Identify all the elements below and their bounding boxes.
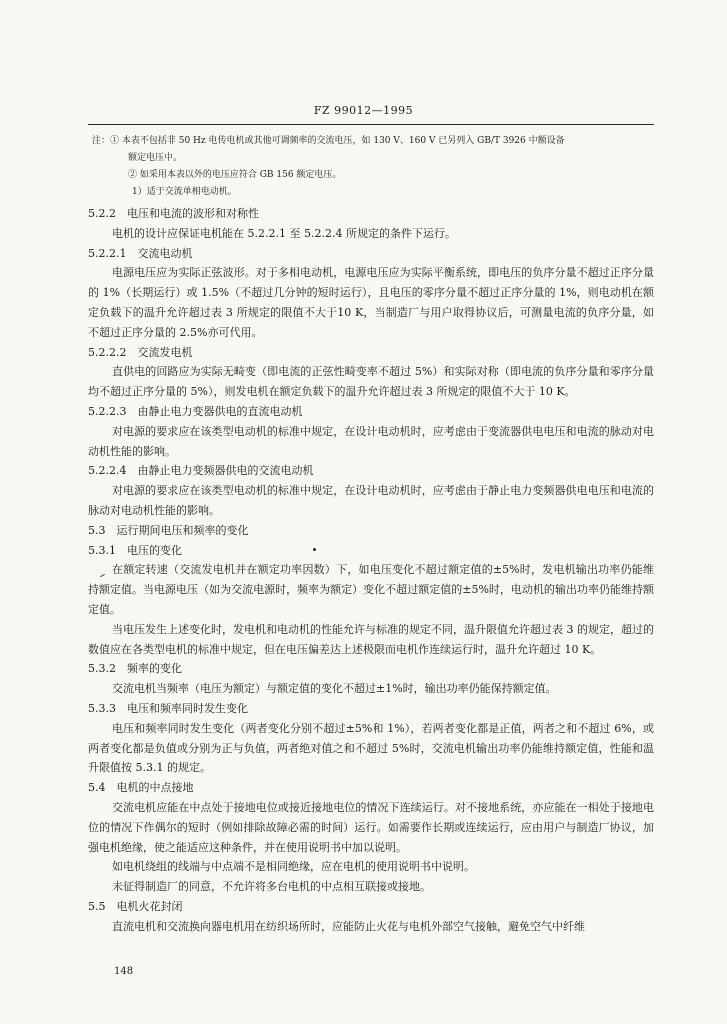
section-heading: 5.2.2.4 由静止电力变频器供电的交流电动机	[88, 464, 314, 478]
paragraph: 对电源的要求应在该类型电动机的标准中规定，在设计电动机时，应考虑由于变流器供电电压和电流的脉动对电动机性能的影响。	[88, 424, 654, 458]
note-1-continued: 额定电压中。	[128, 153, 183, 163]
paragraph: 交流电机应能在中点处于接地电位或接近接地电位的情况下连续运行。对不接地系统，亦应能在一相处于接地电位的情况下作偶尔的短时（例如排除故障必需的时间）运行。如需要作长期或连续运行，应由用户与制造厂协议，加强电机绝缘，使之能适应这种条件，并在使用说明书中加以说明。	[88, 800, 654, 854]
section-heading: 5.2.2 电压和电流的波形和对称性	[88, 207, 259, 220]
paragraph: 当电压发生上述变化时，发电机和电动机的性能允许与标准的规定不同，温升限值允许超过表 3 的规定，超过的数值应在各类型电机的标准中规定，但在电压偏差达上述极限而电机作连续运行时，温升允许超过 10 K。	[88, 622, 654, 656]
section-heading: 5.3.2 频率的变化	[88, 662, 182, 676]
note-footnote: 1）适于交流单相电动机。	[132, 187, 237, 197]
section-heading: 5.2.2.2 交流发电机	[88, 345, 193, 359]
paragraph: 对电源的要求应在该类型电动机的标准中规定，在设计电动机时，应考虑由于静止电力变频器供电电压和电流的脉动对电动机性能的影响。	[88, 484, 654, 517]
paragraph: 未征得制造厂的同意，不允许将多台电机的中点相互联接或接地。	[112, 880, 431, 894]
scan-speck	[313, 548, 316, 551]
document-body	[88, 204, 654, 936]
table-notes	[92, 133, 652, 201]
paragraph: 直流电机和交流换向器电机用在纺织场所时，应能防止火花与电机外部空气接触，避免空气中纤维	[112, 919, 585, 933]
paragraph: 在额定转速（交流发电机并在额定功率因数）下，如电压变化不超过额定值的±5%时，发电机输出功率仍能维持额定值。当电源电压（如为交流电源时，频率为额定）变化不超过额定值的±5%时，电动机的输出功率仍能维持额定值。	[88, 563, 654, 616]
paragraph: 交流电机当频率（电压为额定）与额定值的变化不超过±1%时，输出功率仍能保持额定值。	[112, 682, 557, 696]
paragraph: 直供电的回路应为实际无畸变（即电流的正弦性畸变率不超过 5%）和实际对称（即电流的负序分量和零序分量均不超过正序分量的 5%），则发电机在额定负载下的温升允许超过表 3 所规定的限值不大于 10 K。	[88, 365, 654, 399]
section-heading: 5.5 电机火花封闭	[88, 899, 183, 913]
page-number: 148	[114, 966, 134, 977]
note-2: ② 如采用本表以外的电压应符合 GB 156 额定电压。	[128, 170, 342, 180]
section-heading: 5.4 电机的中点接地	[88, 781, 194, 795]
section-heading: 5.2.2.3 由静止电力变器供电的直流电动机	[88, 404, 303, 418]
section-heading: 5.3 运行期间电压和频率的变化	[88, 523, 249, 537]
paragraph: 电源电压应为实际正弦波形。对于多相电动机，电源电压应为实际平衡系统，即电压的负序分量不超过正序分量的 1%（长期运行）或 1.5%（不超过几分钟的短时运行），且电压的零序分量不超过正序分量的 1%，则电动机在额定负载下的温升允许超过表 3 所规定的限值不大于10 K，当制造厂与用户取得协议后，可测量电流的负序分量，如不超过正序分量的 2.5%亦可代用。	[88, 266, 654, 339]
section-heading: 5.3.1 电压的变化	[88, 543, 182, 557]
paragraph: 电机的设计应保证电机能在 5.2.2.1 至 5.2.2.4 所规定的条件下运行。	[112, 226, 456, 240]
note-1: 注：① 本表不包括非 50 Hz 电传电机或其他可调频率的交流电压，如 130 V、160 V 已另列入 GB/T 3926 中额设备	[92, 136, 565, 146]
section-heading: 5.2.2.1 交流电动机	[88, 246, 193, 260]
header-divider	[88, 124, 654, 125]
paragraph: 电压和频率同时发生变化（两者变化分别不超过±5%和 1%），若两者变化都是正值，两者之和不超过 6%，或两者变化都是负值或分别为正与负值，两者绝对值之和不超过 5%时，交流电机输出功率仍能维持额定值，性能和温升限值按 5.3.1 的规定。	[88, 721, 654, 775]
page-header	[0, 104, 727, 117]
section-heading: 5.3.3 电压和频率同时发生变化	[88, 701, 248, 715]
document-id: FZ 99012—1995	[313, 104, 414, 117]
paragraph: 如电机绕组的线端与中点端不是相同绝缘，应在电机的使用说明书中说明。	[112, 860, 475, 874]
